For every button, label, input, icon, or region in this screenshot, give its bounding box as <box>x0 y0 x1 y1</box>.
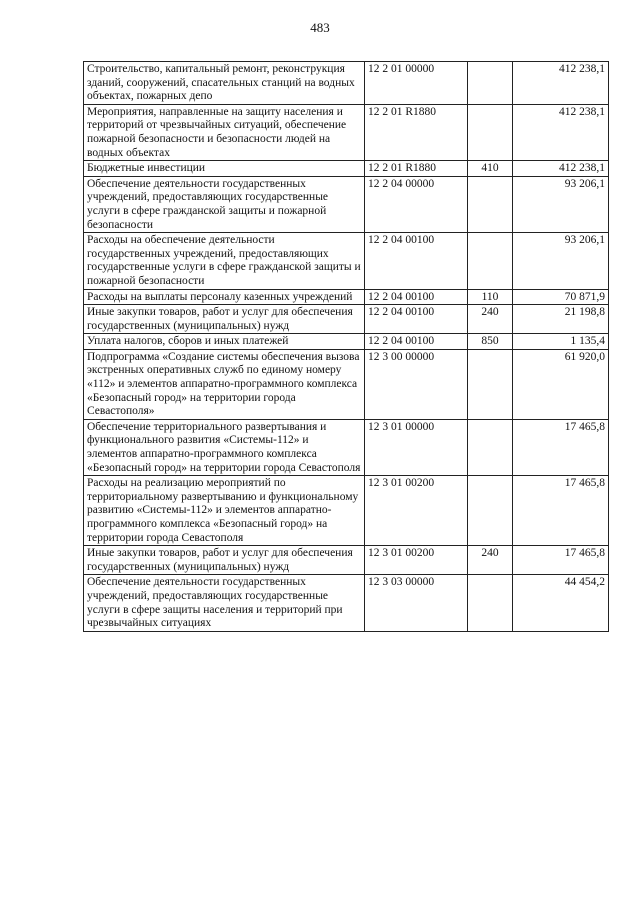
page-number: 483 <box>310 20 330 35</box>
table-row <box>84 289 609 305</box>
amount: 93 206,1 <box>513 176 609 232</box>
target-article-code: 12 3 01 00000 <box>365 419 468 475</box>
target-article-code: 12 3 01 00200 <box>365 546 468 575</box>
expense-kind <box>468 104 513 160</box>
amount: 1 135,4 <box>513 334 609 350</box>
amount: 412 238,1 <box>513 62 609 105</box>
target-article-code: 12 2 01 R1880 <box>365 104 468 160</box>
amount: 17 465,8 <box>513 419 609 475</box>
item-name: Строительство, капитальный ремонт, реконструкция зданий, сооружений, спасательных станций на водных объектах, пожарных депо <box>84 62 365 105</box>
expense-kind <box>468 176 513 232</box>
expense-kind <box>468 419 513 475</box>
amount: 61 920,0 <box>513 349 609 419</box>
expense-kind: 410 <box>468 161 513 177</box>
amount: 93 206,1 <box>513 233 609 289</box>
expense-kind: 110 <box>468 289 513 305</box>
item-name: Обеспечение деятельности государственных учреждений, предоставляющих государственные услуги в сфере защиты населения и территорий при чрезвычайных ситуациях <box>84 575 365 631</box>
target-article-code: 12 2 04 00100 <box>365 334 468 350</box>
amount: 17 465,8 <box>513 476 609 546</box>
expense-kind: 240 <box>468 305 513 334</box>
target-article-code: 12 2 04 00100 <box>365 305 468 334</box>
amount: 21 198,8 <box>513 305 609 334</box>
amount: 17 465,8 <box>513 546 609 575</box>
target-article-code: 12 3 03 00000 <box>365 575 468 631</box>
item-name: Уплата налогов, сборов и иных платежей <box>84 334 365 350</box>
item-name: Расходы на реализацию мероприятий по территориальному развертыванию и функциональному развитию «Системы-112» и элементов аппаратно-программного комплекса «Безопасный город» на территории города Севастополя <box>84 476 365 546</box>
target-article-code: 12 3 00 00000 <box>365 349 468 419</box>
amount: 412 238,1 <box>513 161 609 177</box>
table-row <box>84 546 609 575</box>
expense-kind <box>468 233 513 289</box>
expense-kind: 850 <box>468 334 513 350</box>
item-name: Расходы на обеспечение деятельности государственных учреждений, предоставляющих государственные услуги в сфере гражданской защиты и пожарной безопасности <box>84 233 365 289</box>
target-article-code: 12 2 04 00100 <box>365 233 468 289</box>
amount: 70 871,9 <box>513 289 609 305</box>
target-article-code: 12 2 04 00000 <box>365 176 468 232</box>
item-name: Расходы на выплаты персоналу казенных учреждений <box>84 289 365 305</box>
item-name: Бюджетные инвестиции <box>84 161 365 177</box>
item-name: Обеспечение деятельности государственных учреждений, предоставляющих государственные услуги в сфере гражданской защиты и пожарной безопасности <box>84 176 365 232</box>
table-row <box>84 476 609 546</box>
item-name: Иные закупки товаров, работ и услуг для обеспечения государственных (муниципальных) нужд <box>84 546 365 575</box>
target-article-code: 12 2 04 00100 <box>365 289 468 305</box>
target-article-code: 12 2 01 R1880 <box>365 161 468 177</box>
table-row <box>84 62 609 105</box>
table-row <box>84 176 609 232</box>
item-name: Подпрограмма «Создание системы обеспечения вызова экстренных оперативных служб по единому номеру «112» и элементов аппаратно-программного комплекса «Безопасный город» на территории города Севастополя» <box>84 349 365 419</box>
expense-kind <box>468 476 513 546</box>
expense-kind: 240 <box>468 546 513 575</box>
table-row <box>84 349 609 419</box>
expense-kind <box>468 62 513 105</box>
table-row <box>84 305 609 334</box>
target-article-code: 12 3 01 00200 <box>365 476 468 546</box>
budget-table <box>83 61 609 632</box>
expense-kind <box>468 575 513 631</box>
item-name: Мероприятия, направленные на защиту населения и территорий от чрезвычайных ситуаций, обеспечение пожарной безопасности и безопасности людей на водных объектах <box>84 104 365 160</box>
table-row <box>84 334 609 350</box>
target-article-code: 12 2 01 00000 <box>365 62 468 105</box>
item-name: Обеспечение территориального развертывания и функционального развития «Системы-112» и элементов аппаратно-программного комплекса «Безопасный город» на территории города Севастополя <box>84 419 365 475</box>
table-row <box>84 161 609 177</box>
item-name: Иные закупки товаров, работ и услуг для обеспечения государственных (муниципальных) нужд <box>84 305 365 334</box>
amount: 44 454,2 <box>513 575 609 631</box>
amount: 412 238,1 <box>513 104 609 160</box>
table-row <box>84 575 609 631</box>
table-row <box>84 233 609 289</box>
table-row <box>84 419 609 475</box>
budget-table-body <box>84 62 609 632</box>
expense-kind <box>468 349 513 419</box>
table-row <box>84 104 609 160</box>
